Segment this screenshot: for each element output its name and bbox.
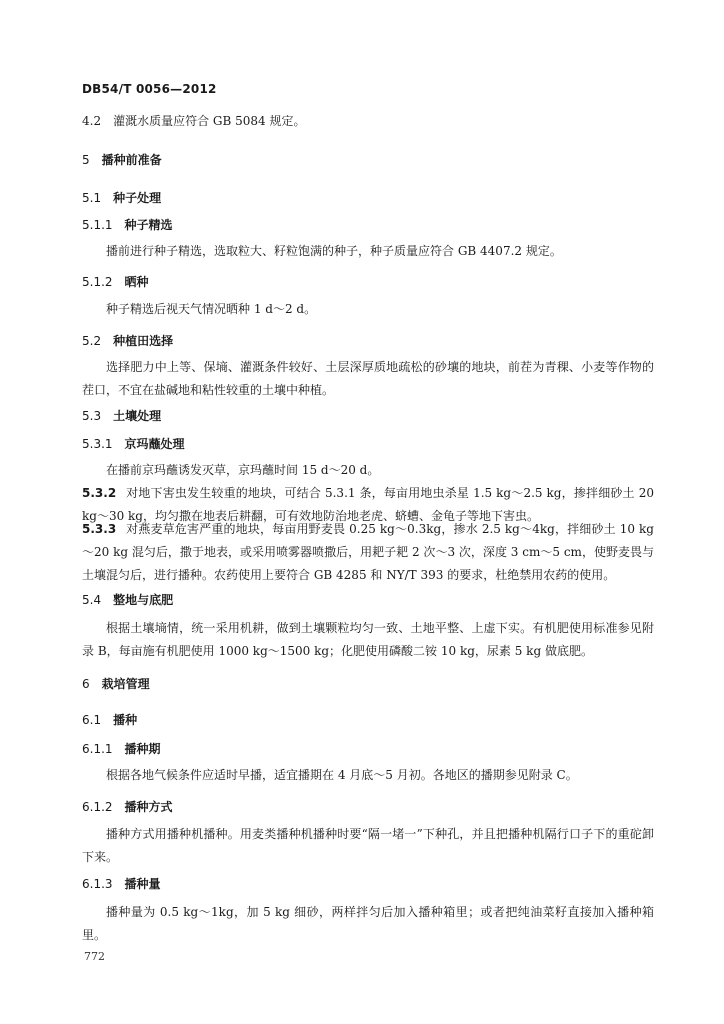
paragraph-6-1-1: 根据各地气候条件应适时早播，适宜播期在 4 月底～5 月初。各地区的播期参见附录 C。 (106, 768, 578, 782)
clause-text: 对燕麦草危害严重的地块，每亩用野麦畏 0.25 kg～0.3kg，掺水 2.5 kg～4kg，拌细砂土 10 kg～20 kg 混匀后，撒于地表，或采用喷雾器喷撒后，用耙子耙 2 次～3 次，深度 3 cm～5 cm，使野麦畏与土壤混匀后，进行播种。农药使用上要符合 GB 4285 和 NY/T 393 的要求，杜绝禁用农药的使用。 (82, 522, 654, 582)
section-heading-5-2: 5.2 种植田选择 (82, 334, 174, 348)
section-heading-5: 5 播种前准备 (82, 153, 162, 167)
clause-5-3-3 (82, 518, 654, 587)
clause-text: 灌溉水质量应符合 GB 5084 规定。 (113, 114, 306, 128)
clause-number: 4.2 (82, 114, 102, 128)
paragraph-5-1-2: 种子精选后视天气情况晒种 1 d～2 d。 (106, 302, 317, 316)
section-heading-6-1: 6.1 播种 (82, 713, 138, 727)
section-heading-6-1-3: 6.1.3 播种量 (82, 877, 161, 891)
section-heading-5-3-1: 5.3.1 京玛蘸处理 (82, 437, 185, 451)
clause-number: 5.3.3 (82, 522, 117, 536)
section-heading-6-1-2: 6.1.2 播种方式 (82, 800, 173, 814)
paragraph-6-1-3: 播种量为 0.5 kg～1kg，加 5 kg 细砂，两样拌匀后加入播种箱里；或者把纯油菜籽直接加入播种箱里。 (82, 905, 654, 942)
clause-text: 对地下害虫发生较重的地块，可结合 5.3.1 条，每亩用地虫杀星 1.5 kg～2.5 kg，掺拌细砂土 20 kg～30 kg，均匀撒在地表后耕翻，可有效地防治地老虎、蛴螬、金龟子等地下害虫。 (82, 486, 654, 523)
paragraph-5-2: 选择肥力中上等、保墒、灌溉条件较好、土层深厚质地疏松的砂壤的地块，前茬为青稞、小麦等作物的茬口，不宜在盐碱地和粘性较重的土壤中种植。 (82, 360, 654, 397)
clause-number: 5.3.2 (82, 486, 117, 500)
paragraph-6-1-2: 播种方式用播种机播种。用麦类播种机播种时要“隔一堵一”下种孔，并且把播种机隔行口子下的重砣卸下来。 (82, 827, 654, 864)
section-heading-6-1-1: 6.1.1 播种期 (82, 742, 161, 756)
section-heading-5-1: 5.1 种子处理 (82, 191, 162, 205)
clause-4-2 (82, 113, 305, 129)
paragraph-5-1-1: 播前进行种子精选，选取粒大、籽粒饱满的种子，种子质量应符合 GB 4407.2 规定。 (106, 244, 562, 258)
standard-code: DB54/T 0056—2012 (82, 82, 217, 96)
section-heading-5-1-2: 5.1.2 晒种 (82, 275, 149, 289)
paragraph-5-4: 根据土壤墒情，统一采用机耕，做到土壤颗粒均匀一致、土地平整、上虚下实。有机肥使用标准参见附录 B，每亩施有机肥使用 1000 kg～1500 kg；化肥使用磷酸二铵 10 kg，尿素 5 kg 做底肥。 (82, 621, 654, 658)
section-heading-5-4: 5.4 整地与底肥 (82, 593, 174, 607)
page-number: 772 (84, 950, 105, 963)
section-heading-6: 6 栽培管理 (82, 677, 150, 691)
paragraph-5-3-1: 在播前京玛蘸诱发灭草，京玛蘸时间 15 d～20 d。 (106, 463, 380, 477)
section-heading-5-3: 5.3 土壤处理 (82, 409, 162, 423)
section-heading-5-1-1: 5.1.1 种子精选 (82, 218, 173, 232)
